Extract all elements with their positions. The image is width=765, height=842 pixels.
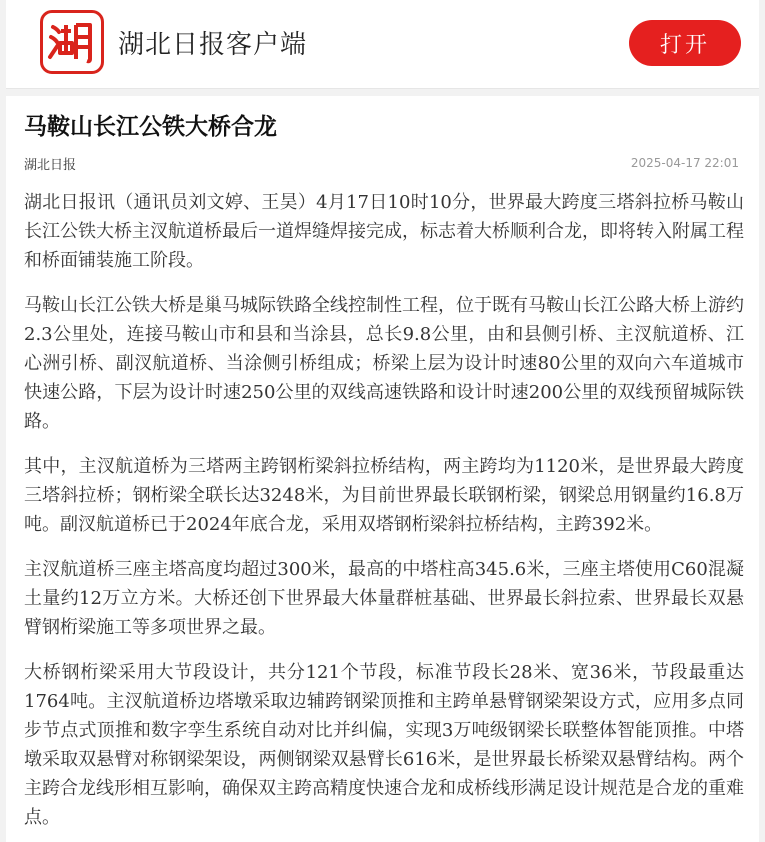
article-paragraph: 主汊航道桥三座主塔高度均超过300米，最高的中塔柱高345.6米，三座主塔使用C60混凝土量约12万立方米。大桥还创下世界最大体量群桩基础、世界最长斜拉索、世界最长双悬臂钢桁梁施工等多项世界之最。 [24, 559, 744, 638]
article-body [24, 188, 744, 842]
open-app-button[interactable]: 打开 [629, 20, 741, 66]
article-paragraph: 其中，主汊航道桥为三塔两主跨钢桁梁斜拉桥结构，两主跨均为1120米，是世界最大跨度三塔斜拉桥；钢桁梁全联长达3248米，为目前世界最长联钢桁梁，钢梁总用钢量约16.8万吨。副汊航道桥已于2024年底合龙，采用双塔钢桁梁斜拉桥结构，主跨392米。 [24, 456, 744, 535]
app-banner [6, 0, 759, 89]
article-datetime: 2025-04-17 22:01 [630, 156, 739, 170]
hubei-daily-logo-icon[interactable] [40, 10, 104, 74]
article-title: 马鞍山长江公铁大桥合龙 [24, 114, 277, 140]
article-paragraph: 马鞍山长江公铁大桥是巢马城际铁路全线控制性工程，位于既有马鞍山长江公路大桥上游约2.3公里处，连接马鞍山市和县和当涂县，总长9.8公里，由和县侧引桥、主汊航道桥、江心洲引桥、副汊航道桥、当涂侧引桥组成；桥梁上层为设计时速80公里的双向六车道城市快速公路，下层为设计时速250公里的双线高速铁路和设计时速200公里的双线预留城际铁路。 [24, 295, 744, 432]
article [6, 96, 759, 842]
app-name: 湖北日报客户端 [118, 30, 308, 60]
article-paragraph: 湖北日报讯（通讯员刘文婷、王昊）4月17日10时10分，世界最大跨度三塔斜拉桥马鞍山长江公铁大桥主汊航道桥最后一道焊缝焊接完成，标志着大桥顺利合龙，即将转入附属工程和桥面铺装施工阶段。 [24, 192, 744, 271]
article-source[interactable]: 湖北日报 [24, 158, 77, 173]
article-paragraph: 大桥钢桁梁采用大节段设计，共分121个节段，标准节段长28米、宽36米，节段最重达1764吨。主汊航道桥边塔墩采取边辅跨钢梁顶推和主跨单悬臂钢梁架设方式，应用多点同步节点式顶推和数字孪生系统自动对比并纠偏，实现3万吨级钢梁长联整体智能顶推。中塔墩采取双悬臂对称钢梁架设，两侧钢梁双悬臂长616米，是世界最长桥梁双悬臂结构。两个主跨合龙线形相互影响，确保双主跨高精度快速合龙和成桥线形满足设计规范是合龙的重难点。 [24, 662, 744, 828]
